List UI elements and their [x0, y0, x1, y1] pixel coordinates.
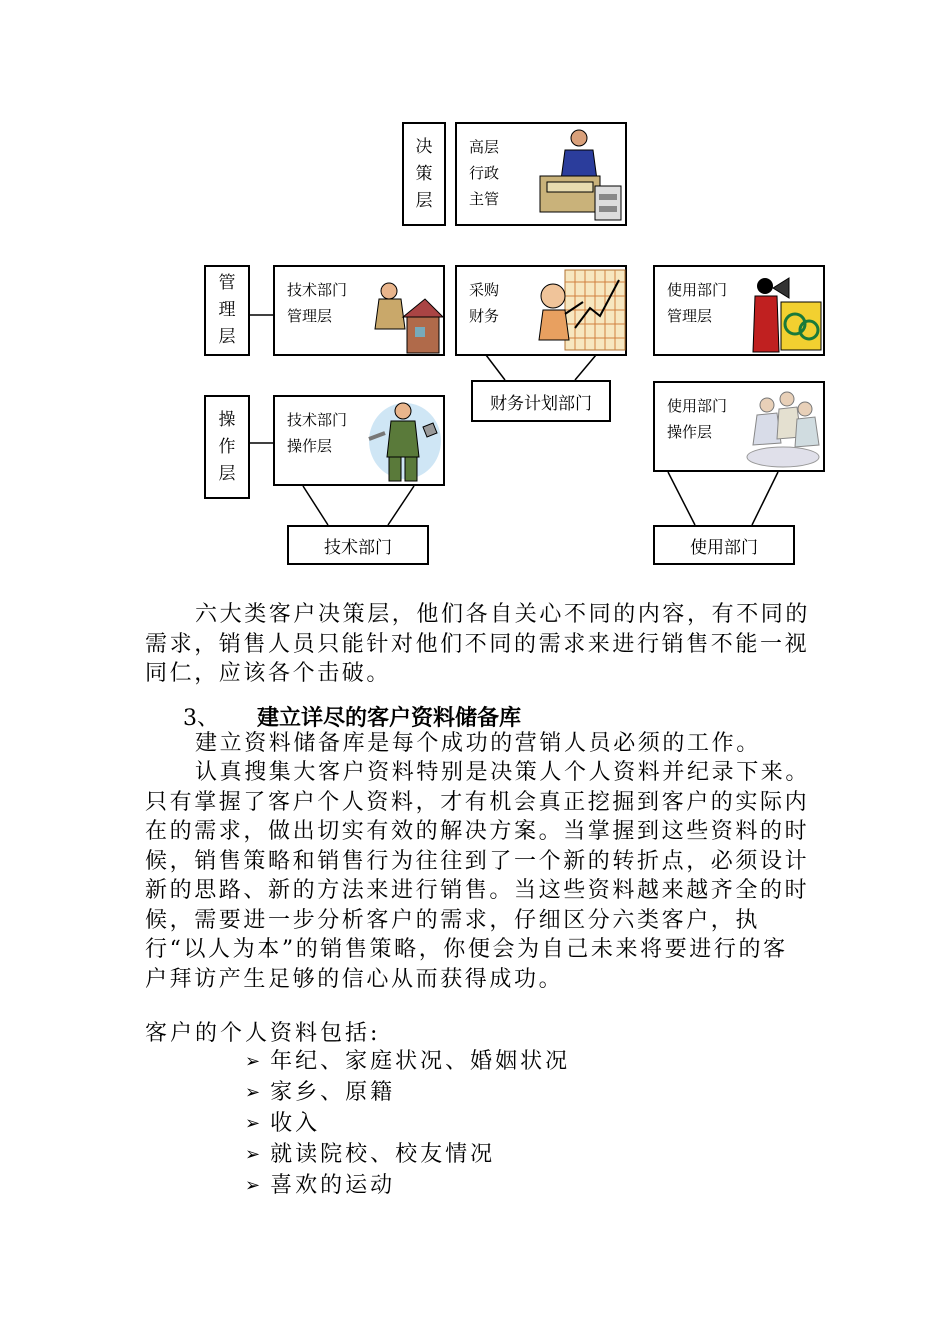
box-senior-executive: 高层 行政 主管 — [455, 122, 627, 226]
paragraph-database-intro: 建立资料储备库是每个成功的营销人员必须的工作。 — [195, 731, 761, 756]
list-intro: 客户的个人资料包括: — [145, 1021, 381, 1046]
arrow-bullet-icon: ➢ — [245, 1082, 261, 1103]
arrow-bullet-icon: ➢ — [245, 1175, 261, 1196]
arrow-bullet-icon: ➢ — [245, 1113, 261, 1134]
personal-info-list — [245, 1046, 570, 1201]
arrow-bullet-icon: ➢ — [245, 1144, 261, 1165]
section-number: 3、 — [183, 706, 219, 731]
box-tech-operation: 技术部门 操作层 — [273, 395, 445, 486]
box-user-operation: 使用部门 操作层 — [653, 381, 825, 472]
worker-wrench-icon — [359, 397, 443, 485]
dept-finance-plan: 财务计划部门 — [471, 380, 611, 422]
list-item: ➢ 年纪、家庭状况、婚姻状况 — [245, 1046, 570, 1077]
paragraph-decision-layers: 六大类客户决策层，他们各自关心不同的内容，有不同的需求，销售人员只能针对他们不同的需求来进行销售不能一视同仁，应该各个击破。 — [145, 602, 811, 686]
list-item: ➢ 家乡、原籍 — [245, 1077, 570, 1108]
box-purchase-finance: 采购 财务 — [455, 265, 627, 356]
tier-label-decision: 决 策 层 — [402, 122, 446, 226]
org-diagram — [0, 0, 950, 580]
group-of-people-icon — [737, 383, 825, 471]
list-item: ➢ 喜欢的运动 — [245, 1170, 570, 1201]
tier-label-operation: 操 作 层 — [204, 395, 250, 499]
builder-house-icon — [363, 269, 443, 355]
tier-label-management: 管 理 层 — [204, 265, 250, 356]
section-heading — [183, 701, 521, 732]
section-title: 建立详尽的客户资料储备库 — [257, 705, 522, 731]
megaphone-speaker-icon — [751, 268, 823, 354]
dept-tech: 技术部门 — [287, 525, 429, 565]
executive-at-desk-icon — [525, 124, 625, 224]
box-tech-management: 技术部门 管理层 — [273, 265, 445, 356]
list-item: ➢ 就读院校、校友情况 — [245, 1139, 570, 1170]
box-user-management: 使用部门 管理层 — [653, 265, 825, 356]
dept-user: 使用部门 — [653, 525, 795, 565]
list-item: ➢ 收入 — [245, 1108, 570, 1139]
paragraph-collect-data: 认真搜集大客户资料特别是决策人个人资料并纪录下来。只有掌握了客户个人资料，才有机会真正挖掘到客户的实际内在的需求，做出切实有效的解决方案。当掌握到这些资料的时候，销售策略和销售行为往往到了一个新的转折点，必须设计新的思路、新的方法来进行销售。当这些资料越来越齐全的时候，需要进一步分析客户的需求，仔细区分六类客户，执行“以人为本”的销售策略，你便会为自己未来将要进行的客户拜访产生足够的信心从而获得成功。 — [145, 760, 811, 992]
presenter-chart-icon — [535, 268, 627, 354]
arrow-bullet-icon: ➢ — [245, 1051, 261, 1072]
